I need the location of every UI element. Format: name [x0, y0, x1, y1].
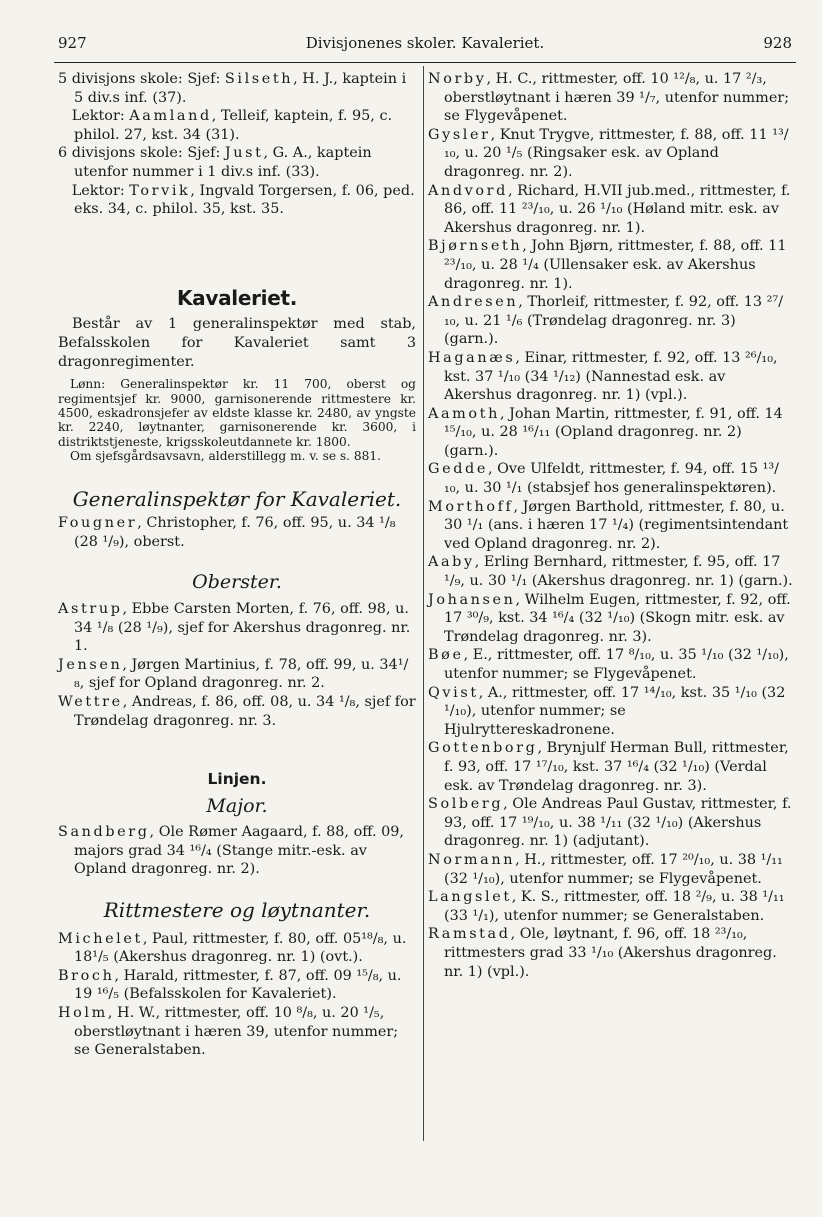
officer-entry: Gottenborg, Brynjulf Herman Bull, rittmester, f. 93, off. 17 ¹⁷/₁₀, kst. 37 ¹⁶/₄ (32 ¹/₁₀) (Verdal esk. av Trøndelag dragonreg. nr. 3).: [428, 740, 789, 794]
officer-entry: Gysler, Knut Trygve, rittmester, f. 88, off. 11 ¹³/₁₀, u. 20 ¹/₅ (Ringsaker esk. av Opland dragonreg. nr. 2).: [428, 126, 789, 180]
officer-entry: Fougner, Christopher, f. 76, off. 95, u. 34 ¹/₈ (28 ¹/₉), oberst.: [58, 515, 396, 550]
officer-entry: Ramstad, Ole, løytnant, f. 96, off. 18 ²³/₁₀, rittmesters grad 33 ¹/₁₀ (Akershus dragonreg. nr. 1) (vpl.).: [428, 926, 777, 980]
subsection-title: Generalinspektør for Kavaleriet.: [72, 486, 402, 511]
officer-entry: Andvord, Richard, H.VII jub.med., rittmester, f. 86, off. 11 ²³/₁₀, u. 26 ¹/₁₀ (Høland mitr. esk. av Akershus dragonreg. nr. 1).: [428, 182, 791, 236]
officer-entry: Bjørnseth, John Bjørn, rittmester, f. 88, off. 11 ²³/₁₀, u. 28 ¹/₄ (Ullensaker esk. av Akershus dragonreg. nr. 1).: [428, 238, 787, 292]
subsection-title: Oberster.: [192, 571, 282, 594]
salary-note: Lønn: Generalinspektør kr. 11 700, oberst og regimentsjef kr. 9000, garnisonerende rittmestere kr. 4500, eskadronsjefer av eldste klasse kr. 2480, av yngste kr. 2240, løytnanter, garnisonerende kr. 3600, i distriktstjeneste, krigsskoleutdannete kr. 1800.: [58, 377, 416, 449]
section-title: Kavaleriet.: [176, 285, 298, 310]
header-rule: [54, 62, 796, 63]
column-divider: [423, 66, 424, 1141]
officer-entry: Gedde, Ove Ulfeldt, rittmester, f. 94, off. 15 ¹³/₁₀, u. 30 ¹/₁ (stabsjef hos generalinspektøren).: [428, 461, 779, 497]
officer-entry: Holm, H. W., rittmester, off. 10 ⁸/₈, u. 20 ¹/₅, oberstløytnant i hæren 39, utenfor nummer; se Generalstaben.: [58, 1005, 399, 1059]
officer-entry: Broch, Harald, rittmester, f. 87, off. 09 ¹⁵/₈, u. 19 ¹⁶/₅ (Befalsskolen for Kavaleriet).: [58, 967, 402, 1003]
officer-entry: Bøe, E., rittmester, off. 17 ⁸/₁₀, u. 35 ¹/₁₀ (32 ¹/₁₀), utenfor nummer; se Flygevåpenet.: [428, 647, 789, 682]
officer-entry: Langslet, K. S., rittmester, off. 18 ²/₉, u. 38 ¹/₁₁ (33 ¹/₁), utenfor nummer; se Generalstaben.: [428, 889, 785, 924]
page-number-right: 928: [763, 34, 792, 52]
subsection-title: Major.: [206, 794, 268, 817]
officer-entry: Normann, H., rittmester, off. 17 ²⁰/₁₀, u. 38 ¹/₁₁ (32 ¹/₁₀), utenfor nummer; se Flygevåpenet.: [428, 851, 783, 887]
page-number-left: 927: [58, 34, 87, 52]
officer-entry: Aaby, Erling Bernhard, rittmester, f. 95, off. 17 ¹/₉, u. 30 ¹/₁ (Akershus dragonreg. nr. 1) (garn.).: [428, 554, 793, 590]
officer-entry: Morthoff, Jørgen Barthold, rittmester, f. 80, u. 30 ¹/₁ (ans. i hæren 17 ¹/₄) (regimentsintendant ved Opland dragonreg. nr. 2).: [428, 498, 789, 552]
officer-entry: Aamoth, Johan Martin, rittmester, f. 91, off. 14 ¹⁵/₁₀, u. 28 ¹⁶/₁₁ (Opland dragonreg. nr. 2) (garn.).: [428, 405, 783, 459]
officer-entry: Haganæs, Einar, rittmester, f. 92, off. 13 ²⁶/₁₀, kst. 37 ¹/₁₀ (34 ¹/₁₂) (Nannestad esk. av Akershus dragonreg. nr. 1) (vpl.).: [428, 349, 778, 404]
school-entry: Lektor: Torvik, Ingvald Torgersen, f. 06, ped. eks. 34, c. philol. 35, kst. 35.: [71, 182, 415, 218]
subsection-title: Linjen.: [207, 770, 267, 789]
school-entry: 6 divisjons skole: Sjef: Just, G. A., kaptein utenfor nummer i 1 div.s inf. (33).: [58, 145, 372, 180]
officer-entry: Johansen, Wilhelm Eugen, rittmester, f. 92, off. 17 ³⁰/₉, kst. 34 ¹⁶/₄ (32 ¹/₁₀) (Skogn mitr. esk. av Trøndelag dragonreg. nr. 3).: [428, 591, 791, 645]
right-column: [428, 70, 794, 981]
officer-entry: Astrup, Ebbe Carsten Morten, f. 76, off. 98, u. 34 ¹/₈ (28 ¹/₉), sjef for Akershus dragonreg. nr. 1.: [58, 600, 411, 655]
salary-reference: Om sjefsgårdsavsavn, alderstillegg m. v. se s. 881.: [70, 449, 382, 464]
officer-entry: Sandberg, Ole Rømer Aagaard, f. 88, off. 09, majors grad 34 ¹⁶/₄ (Stange mitr.-esk. av Opland dragonreg. nr. 2).: [58, 824, 404, 878]
officer-entry: Qvist, A., rittmester, off. 17 ¹⁴/₁₀, kst. 35 ¹/₁₀ (32 ¹/₁₀), utenfor nummer; se Hjulryttereskadronene.: [428, 684, 786, 738]
officer-entry: Norby, H. C., rittmester, off. 10 ¹²/₈, u. 17 ²/₃, oberstløytnant i hæren 39 ¹/₇, utenfor nummer; se Flygevåpenet.: [428, 71, 790, 125]
running-header: [58, 34, 792, 56]
officer-entry: Jensen, Jørgen Martinius, f. 78, off. 99, u. 34¹/₈, sjef for Opland dragonreg. nr. 2.: [58, 656, 409, 692]
running-title: Divisjonenes skoler. Kavaleriet.: [305, 34, 545, 52]
school-entry: Lektor: Aamland, Telleif, kaptein, f. 95, c. philol. 27, kst. 34 (31).: [71, 108, 393, 143]
subsection-title: Rittmestere og løytnanter.: [103, 898, 371, 923]
officer-entry: Solberg, Ole Andreas Paul Gustav, rittmester, f. 93, off. 17 ¹⁹/₁₀, u. 38 ¹/₁₁ (32 ¹/₁₀) (Akershus dragonreg. nr. 1) (adjutant).: [428, 796, 792, 850]
section-description: Består av 1 generalinspektør med stab, Befalsskolen for Kavaleriet samt 3 dragonregimenter.: [58, 316, 416, 370]
officer-entry: Wettre, Andreas, f. 86, off. 08, u. 34 ¹/₈, sjef for Trøndelag dragonreg. nr. 3.: [58, 693, 416, 729]
school-entry: 5 divisjons skole: Sjef: Silseth, H. J., kaptein i 5 div.s inf. (37).: [58, 71, 407, 106]
officer-entry: Andresen, Thorleif, rittmester, f. 92, off. 13 ²⁷/₁₀, u. 21 ¹/₆ (Trøndelag dragonreg. nr. 3) (garn.).: [428, 294, 784, 348]
officer-entry: Michelet, Paul, rittmester, f. 80, off. 05¹⁸/₈, u. 18¹/₅ (Akershus dragonreg. nr. 1) (ovt.).: [58, 930, 407, 966]
left-column: [58, 70, 416, 1060]
